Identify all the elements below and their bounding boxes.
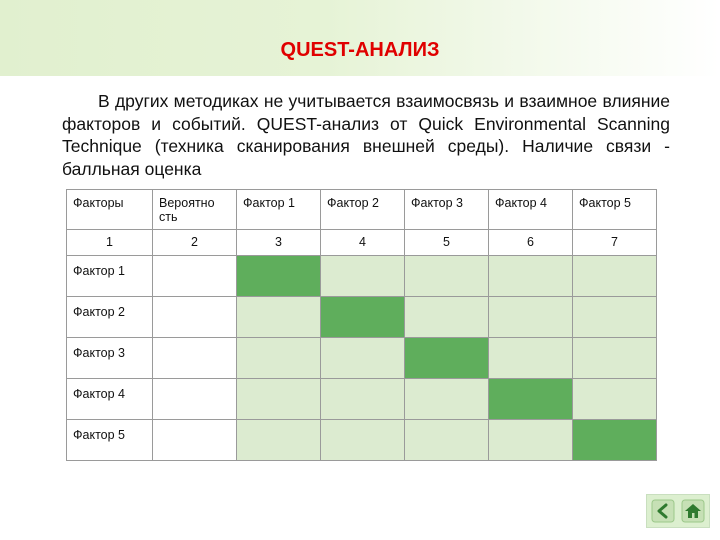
row-label: Фактор 5 xyxy=(67,420,153,461)
number-cell: 7 xyxy=(573,230,657,256)
matrix-cell xyxy=(405,379,489,420)
marked-cell xyxy=(321,297,405,338)
table-row xyxy=(67,420,657,461)
header-cell: Фактор 1 xyxy=(237,190,321,230)
row-label: Фактор 4 xyxy=(67,379,153,420)
slide-title: QUEST-АНАЛИЗ xyxy=(280,39,440,61)
matrix-cell xyxy=(489,420,573,461)
home-icon[interactable] xyxy=(681,499,705,523)
table-row xyxy=(67,297,657,338)
header-row xyxy=(67,190,657,230)
number-cell: 5 xyxy=(405,230,489,256)
probability-cell xyxy=(153,297,237,338)
number-cell: 6 xyxy=(489,230,573,256)
table-row xyxy=(67,338,657,379)
header-cell: Фактор 2 xyxy=(321,190,405,230)
marked-cell xyxy=(405,338,489,379)
marked-cell xyxy=(573,420,657,461)
quest-matrix-table xyxy=(66,189,657,461)
matrix-cell xyxy=(405,297,489,338)
header-cell: Факторы xyxy=(67,190,153,230)
matrix-cell xyxy=(237,420,321,461)
matrix-cell xyxy=(237,379,321,420)
matrix-cell xyxy=(237,338,321,379)
number-cell: 3 xyxy=(237,230,321,256)
probability-cell xyxy=(153,420,237,461)
matrix-cell xyxy=(321,379,405,420)
matrix-cell xyxy=(573,256,657,297)
matrix-cell xyxy=(321,338,405,379)
table-row xyxy=(67,379,657,420)
marked-cell xyxy=(237,256,321,297)
matrix-body xyxy=(67,256,657,461)
matrix-cell xyxy=(321,256,405,297)
slide-paragraph: В других методиках не учитывается взаимосвязь и взаимное влияние факторов и событий. QUEST-анализ от Quick Environmental Scanning Technique (техника сканирования внешней среды). Наличие связи - балльная оценка xyxy=(62,91,670,179)
number-cell: 4 xyxy=(321,230,405,256)
matrix-cell xyxy=(405,256,489,297)
probability-cell xyxy=(153,338,237,379)
matrix-cell xyxy=(489,338,573,379)
row-label: Фактор 3 xyxy=(67,338,153,379)
marked-cell xyxy=(489,379,573,420)
navigation-bar xyxy=(646,494,710,528)
matrix-cell xyxy=(405,420,489,461)
row-label: Фактор 2 xyxy=(67,297,153,338)
header-cell: Вероятно сть xyxy=(153,190,237,230)
header-cell: Фактор 4 xyxy=(489,190,573,230)
probability-cell xyxy=(153,379,237,420)
matrix-cell xyxy=(573,297,657,338)
back-arrow-icon[interactable] xyxy=(651,499,675,523)
matrix-cell xyxy=(321,420,405,461)
number-cell: 2 xyxy=(153,230,237,256)
probability-cell xyxy=(153,256,237,297)
matrix-cell xyxy=(573,338,657,379)
matrix-cell xyxy=(573,379,657,420)
matrix-cell xyxy=(489,256,573,297)
number-cell: 1 xyxy=(67,230,153,256)
header-cell: Фактор 5 xyxy=(573,190,657,230)
matrix-cell xyxy=(237,297,321,338)
header-cell: Фактор 3 xyxy=(405,190,489,230)
number-row xyxy=(67,230,657,256)
row-label: Фактор 1 xyxy=(67,256,153,297)
table-row xyxy=(67,256,657,297)
matrix-cell xyxy=(489,297,573,338)
